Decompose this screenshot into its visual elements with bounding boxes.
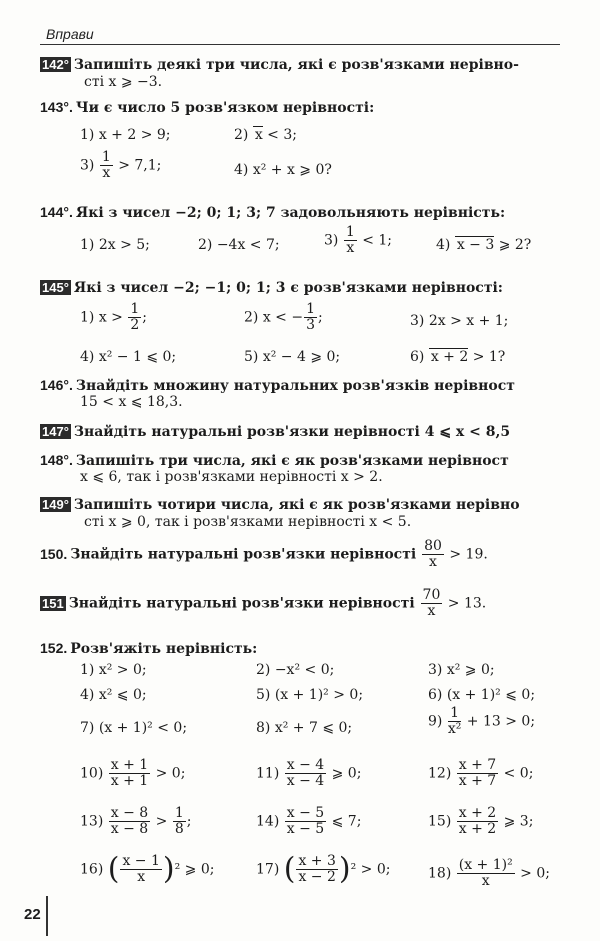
problem-144: 144°. Які з чисел −2; 0; 1; 3; 7 задовольняють нерівність:	[40, 204, 506, 221]
problem-149-cont: сті x ⩾ 0, так і розв'язками нерівності x < 5.	[84, 514, 412, 530]
problem-number-badge: 142°	[42, 57, 69, 72]
item: 2) x < − $\frac{1}{3}$ ;	[244, 301, 323, 333]
problem-number: 143°.	[40, 99, 73, 115]
problem-149: 149° Запишіть чотири числа, які є як розв'язками нерівно	[42, 497, 520, 513]
problem-142	[40, 57, 519, 73]
item: 18) $\frac{\text{(x + 1)²}}{x}$ > 0;	[428, 857, 550, 889]
item: 11) $\frac{x - 4}{x - 4}$ ⩾ 0;	[256, 757, 362, 789]
problem-text: Чи є число 5 розв'язком нерівності:	[75, 100, 375, 116]
problem-148-cont: x ⩽ 6, так і розв'язками нерівності x > 2.	[80, 469, 383, 485]
problem-text: Запишіть деякі три числа, які є розв'язками нерівно-	[73, 57, 519, 73]
item: 1) x² > 0;	[80, 662, 147, 678]
item: 3) x² ⩾ 0;	[428, 662, 495, 678]
item: 4) x − 3 ⩾ 2?	[436, 237, 532, 253]
item: 17) ( $\frac{x + 3}{x - 2}$ )² > 0;	[256, 851, 391, 887]
item: 16) ( $\frac{x - 1}{x}$ )² ⩾ 0;	[80, 851, 215, 887]
item: 2) −4x < 7;	[198, 237, 280, 253]
problem-143	[40, 99, 374, 116]
item: 1) x + 2 > 9;	[80, 127, 171, 143]
item: 3) $\frac{1}{x}$ < 1;	[324, 224, 393, 256]
item: 13) $\frac{x - 8}{x - 8}$ > $\frac{1}{8}$ ;	[80, 805, 192, 837]
problem-146: 146°. Знайдіть множину натуральних розв'язків нерівност	[40, 377, 515, 394]
item: 2) x < 3;	[234, 127, 297, 143]
problem-145: 145° Які з чисел −2; −1; 0; 1; 3 є розв'язками нерівності:	[42, 280, 503, 296]
item: 6) (x + 1)² ⩽ 0;	[428, 687, 536, 703]
problem-150: 150. Знайдіть натуральні розв'язки нерівності $\frac{80}{x}$ > 19.	[40, 538, 488, 570]
problem-146-cont: 15 < x ⩽ 18,3.	[80, 394, 183, 410]
page-number: 22	[24, 906, 41, 923]
item: 15) $\frac{x + 2}{x + 2}$ ⩾ 3;	[428, 805, 534, 837]
item: 8) x² + 7 ⩽ 0;	[256, 720, 353, 736]
item: 4) x² − 1 ⩽ 0;	[80, 349, 177, 365]
item: 6) x + 2 > 1?	[410, 349, 506, 365]
page-margin-rule	[46, 896, 48, 936]
item: 4) x² ⩽ 0;	[80, 687, 147, 703]
item: 12) $\frac{x + 7}{x + 7}$ < 0;	[428, 757, 534, 789]
item: 3) $\frac{1}{x}$ > 7,1;	[80, 149, 162, 181]
item: 1) 2x > 5;	[80, 237, 150, 253]
problem-147: 147° Знайдіть натуральні розв'язки нерівності 4 ⩽ x < 8,5	[42, 424, 511, 440]
problem-142-cont: сті x ⩾ −3.	[84, 74, 163, 90]
item: 10) $\frac{x + 1}{x + 1}$ > 0;	[80, 757, 186, 789]
problem-148: 148°. Запишіть три числа, які є як розв'язками нерівност	[40, 452, 509, 469]
item: 4) x² + x ⩾ 0?	[234, 162, 332, 178]
item: 9) $\frac{1}{\text{x²}}$ + 13 > 0;	[428, 705, 536, 737]
section-title: Вправи	[46, 26, 94, 42]
item: 7) (x + 1)² < 0;	[80, 720, 188, 736]
problem-152: 152. Розв'яжіть нерівність:	[40, 640, 258, 657]
item: 2) −x² < 0;	[256, 662, 335, 678]
item: 14) $\frac{x - 5}{x - 5}$ ⩽ 7;	[256, 805, 362, 837]
item: 5) x² − 4 ⩾ 0;	[244, 349, 341, 365]
item: 5) (x + 1)² > 0;	[256, 687, 364, 703]
item: 1) x > $\frac{1}{2}$ ;	[80, 301, 147, 333]
problem-151: 151 Знайдіть натуральні розв'язки нерівності $\frac{70}{x}$ > 13.	[42, 587, 487, 619]
page-header	[40, 22, 560, 45]
item: 3) 2x > x + 1;	[410, 313, 509, 329]
